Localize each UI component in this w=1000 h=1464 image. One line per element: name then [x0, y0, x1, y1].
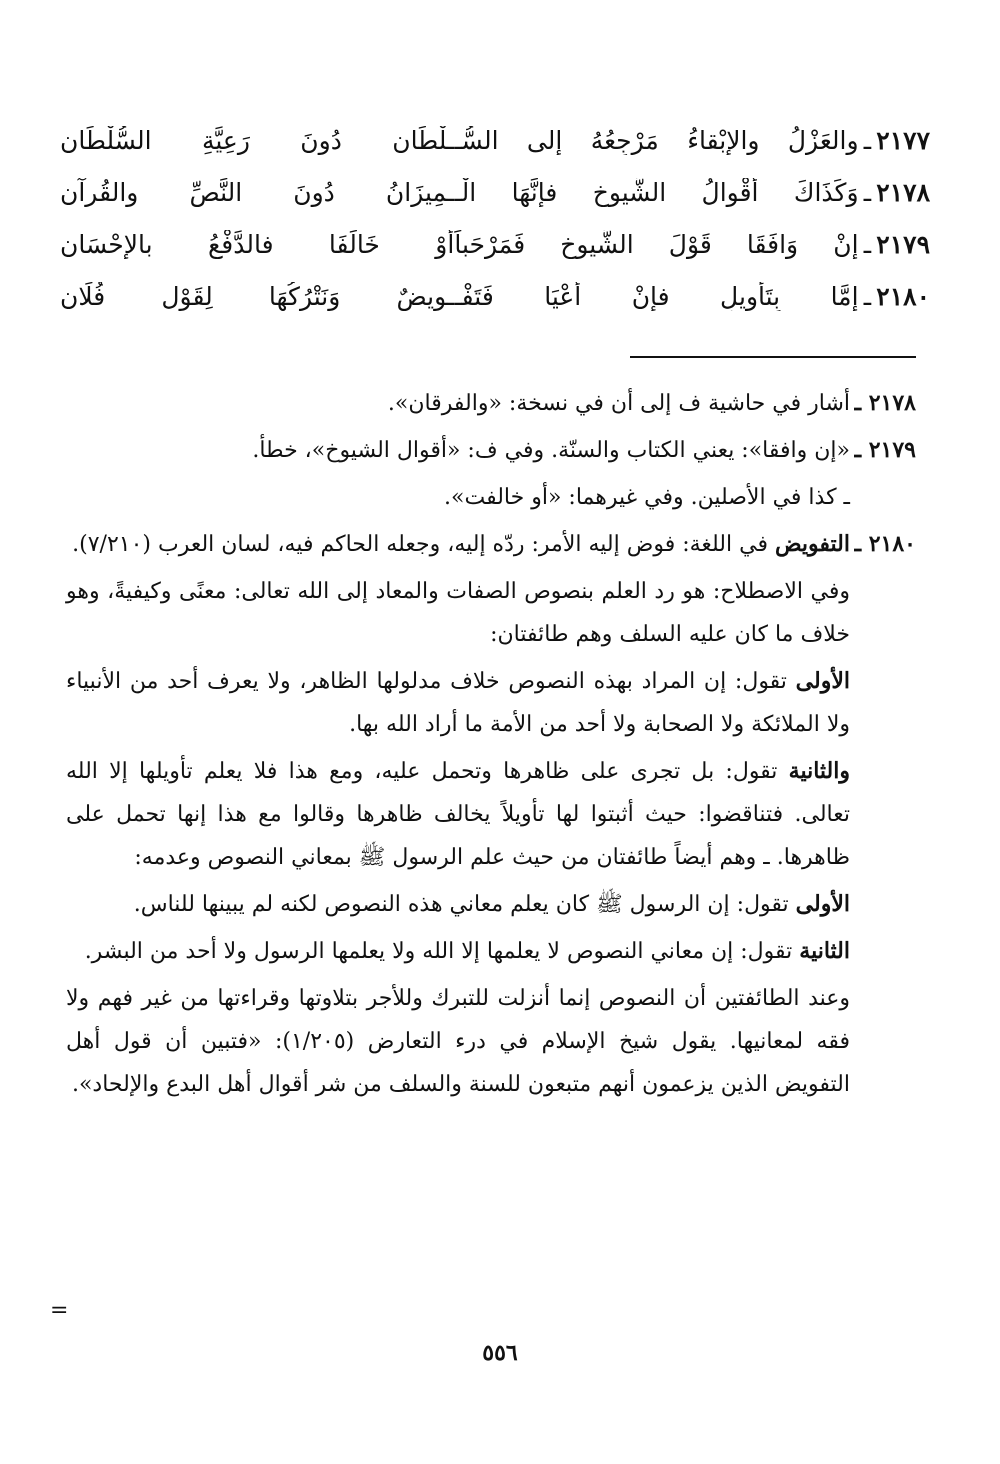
verse-second-hemistich: أَوْ خَالَفَا فالدَّفْعُ بالإحْسَانِ — [59, 230, 455, 259]
footnote-paragraph: وفي الاصطلاح: هو رد العلم بنصوص الصفات والمعاد إلى الله تعالى: معنًى وكيفيةً، وهو خلاف ما كان عليه السلف وهم طائفتان: — [66, 579, 850, 647]
footnote-number: ٢١٨٠ ـ — [854, 531, 916, 557]
footnote-paragraph: وعند الطائفتين أن النصوص إنما أنزلت للتبرك وللأجر بتلاوتها وقراءتها من غير فهم ولا فقه لمعانيها. يقول شيخ الإسلام في درء التعارض (١/٢٠٥): «فتبين أن قول أهل التفويض الذين يزعمون أنهم متبعون للسنة والسلف من شر أقوال أهل البدع والإلحاد». — [66, 986, 851, 1097]
footnote-2180 — [66, 523, 916, 566]
bold-term: الأولى — [795, 668, 850, 694]
verse-number: ٢١٨٠ — [876, 282, 930, 311]
page-number: ٥٥٦ — [482, 1340, 518, 1366]
footnote-2178 — [66, 382, 916, 425]
verse-second-hemistich: ـمِيزَانُ دُونَ النَّصِّ والقُرآنِ — [59, 178, 455, 207]
footnote-text: التفويض في اللغة: فوض إليه الأمر: ردّه إليه، وجعله الحاكم فيه، لسان العرب (٧/٢١٠). — [72, 531, 850, 557]
verse-second-hemistich: ـوِيضٌ وَنَتْرُكُهَا لِقَوْلِ فُلَانِ — [59, 282, 455, 311]
footnote-paragraph: الأولى تقول: إن الرسول ﷺ كان يعلم معاني هذه النصوص لكنه لم يبينها للناس. — [133, 891, 850, 917]
bold-term: الأولى — [795, 891, 850, 917]
bold-term: والثانية — [788, 758, 850, 784]
verse-first-hemistich: وَكَذَاكَ أَقْوالُ الشُّيوخِ فإنَّهَا الْـ — [454, 178, 859, 207]
verse-block — [60, 126, 930, 334]
footnote-paragraph: الثانية تقول: إن معاني النصوص لا يعلمها إلا الله ولا يعلمها الرسول ولا أحد من البشر. — [84, 938, 850, 964]
verse-2179 — [60, 230, 930, 282]
footnote-paragraph: والثانية تقول: بل تجرى على ظاهرها وتحمل عليه، ومع هذا فلا يعلم تأويلها إلا الله تعالى. فتناقضوا: حيث أثبتوا لها تأويلاً يخالف ظاهرها وقالوا مع هذا إنها تحمل على ظاهرها. ـ وهم أيضاً طائفتان من حيث علم الرسول ﷺ بمعاني النصوص وعدمه: — [66, 758, 850, 870]
verse-first-hemistich: والعَزْلُ والإبْقاءُ مَرْجِعُهُ إلى السُّـ — [454, 126, 859, 155]
verse-first-hemistich: إنْ وَافَقَا قَوْلَ الشُّيوخِ فَمَرْحَباً — [454, 230, 859, 259]
verse-dash: ـ — [863, 178, 872, 207]
verse-2178 — [60, 178, 930, 230]
verse-number: ٢١٧٨ — [876, 178, 930, 207]
verse-dash: ـ — [863, 126, 872, 155]
bold-term: الثانية — [799, 938, 850, 964]
bold-term: التفويض — [774, 531, 850, 557]
footnote-separator — [630, 356, 916, 358]
verse-dash: ـ — [863, 282, 872, 311]
verse-number: ٢١٧٩ — [876, 230, 930, 259]
footnote-2179 — [66, 429, 916, 472]
verse-second-hemistich: ـلْطَانِ دُونَ رَعِيَّةِ السُّلْطَانِ — [59, 126, 455, 155]
verse-first-hemistich: إمَّا بِتَأْوِيلٍ فإنْ أَعْيَا فَتَفْـ — [454, 282, 859, 311]
footnote-text: «إن وافقا»: يعني الكتاب والسنّة. وفي ف: «أقوال الشيوخ»، خطأ. — [252, 438, 850, 463]
footnote-number: ٢١٧٨ ـ — [854, 390, 916, 416]
verse-dash: ـ — [863, 230, 872, 259]
continuation-mark: = — [50, 1298, 69, 1323]
footnote-number: ٢١٧٩ ـ — [854, 437, 916, 463]
verse-2180 — [60, 282, 930, 334]
verse-number: ٢١٧٧ — [876, 126, 930, 155]
footnote-text: أشار في حاشية ف إلى أن في نسخة: «والفرقان». — [387, 391, 850, 416]
verse-2177 — [60, 126, 930, 178]
footnotes — [66, 382, 916, 1110]
footnote-subnote: ـ كذا في الأصلين. وفي غيرهما: «أو خالفت». — [444, 485, 850, 510]
footnote-paragraph: الأولى تقول: إن المراد بهذه النصوص خلاف مدلولها الظاهر، ولا يعرف أحد من الأنبياء ولا الملائكة ولا الصحابة ولا أحد من الأمة ما أراد الله بها. — [66, 668, 850, 737]
